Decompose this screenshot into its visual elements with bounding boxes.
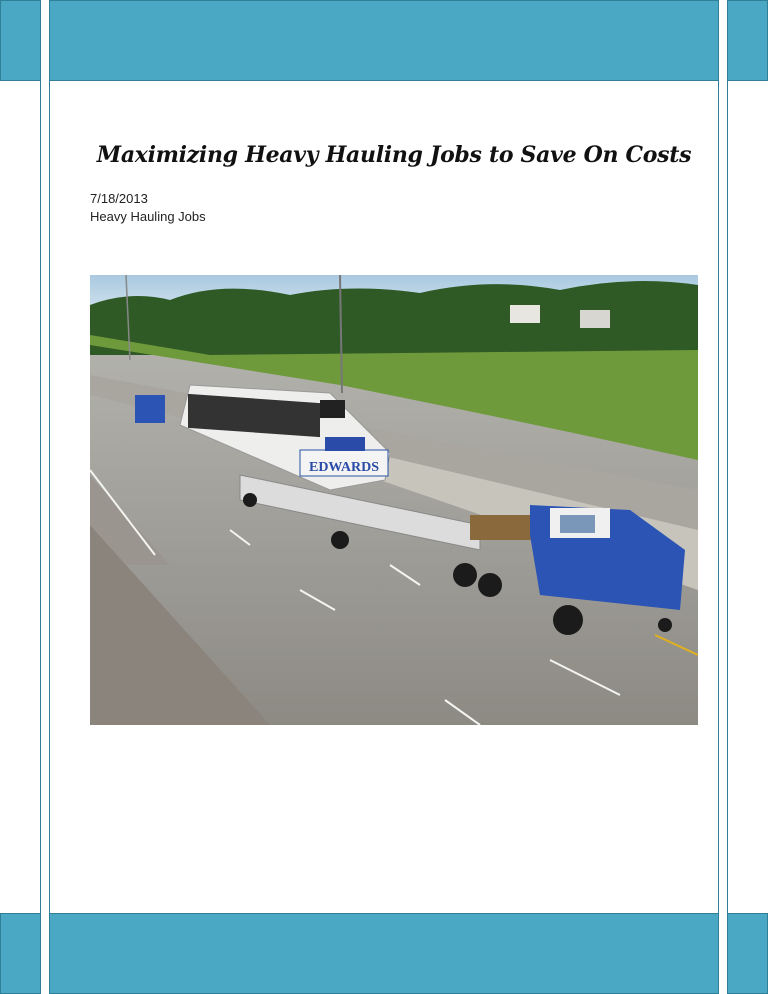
header-band-left (0, 0, 41, 81)
left-margin-line (40, 0, 41, 994)
trailer-logo-text: EDWARDS (308, 460, 380, 475)
footer-band (49, 913, 719, 994)
content-right-line (718, 0, 719, 994)
cover-photo-heavy-haul-truck (90, 275, 698, 725)
document-subtitle: Heavy Hauling Jobs (90, 209, 206, 224)
document-title: Maximizing Heavy Hauling Jobs to Save On Costs (96, 142, 692, 168)
right-margin-line (727, 0, 728, 994)
document-date: 7/18/2013 (90, 191, 148, 206)
footer-band-left (0, 913, 41, 994)
footer-band-right (727, 913, 768, 994)
header-band-right (727, 0, 768, 81)
content-left-line (49, 0, 50, 994)
header-band (49, 0, 719, 81)
